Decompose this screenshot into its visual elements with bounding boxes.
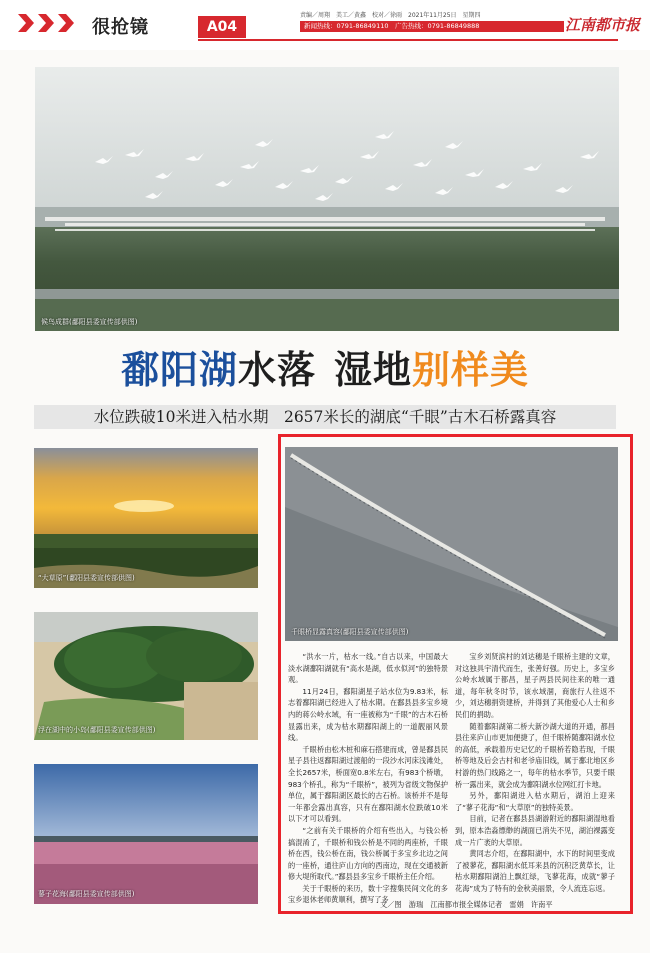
page-number-badge: A04 bbox=[198, 16, 246, 38]
headline-part-2: 水落 bbox=[237, 347, 316, 392]
paragraph: “之前有关千眼桥的介绍有些出入，与钱公桥搞混淆了，千眼桥和钱公桥是不同的两座桥，千眼桥在西，钱公桥在南，钱公桥属于多宝乡北边之间的一座桥，通往庐山方向的西南边，现在交通被新修大堤所取代。”鄱县县多宝乡千眼桥主任介绍。 bbox=[288, 825, 448, 882]
sub-headline: 水位跌破10米进入枯水期 2657米长的湖底“千眼”古木石桥露真容 bbox=[34, 405, 616, 429]
top-photo-birds bbox=[35, 67, 619, 331]
photo-flowers bbox=[34, 764, 258, 904]
photo-island bbox=[34, 612, 258, 740]
paragraph: 目前，记者在鄱县县湖游附近的鄱阳湖湿地看到，原本浩淼缥缈的湖面已消失不见，湖泊裸露变成一片广袤的大草原。 bbox=[455, 814, 615, 847]
paragraph: 随着鄱阳湖第二桥大新沙湖大道的开通，都昌县往来庐山市更加便捷了，但千眼桥随鄱阳湖水位的高低，承载着历史记忆的千眼桥若隐若现，千眼桥等地及后会古村和老爷庙旧线，属于鄱北地区乡村游的热门线路之一，每年的枯水季节，只要千眼桥一露出来，就会成为鄱阳湖水位网红打卡地。 bbox=[455, 721, 615, 789]
highlight-frame bbox=[278, 434, 633, 914]
photo-grassland bbox=[34, 448, 258, 588]
editor-credits: 责编／周翔 美工／黄鑫 校对／徐雨 2021年11月25日 星期四 bbox=[300, 12, 481, 19]
masthead-logo: 江南都市报 bbox=[565, 16, 641, 34]
headline-part-3: 湿地 bbox=[334, 347, 413, 392]
byline: 文／图 游瑞 江南都市报全媒体记者 雷娟 许南平 bbox=[380, 900, 553, 909]
paragraph: 宝乡刘贤滨村的刘达穗是千眼桥主建的文章，对这独具宇清代而生，张善好强。历史上，多宝乡公岭水域属于都昌，星子两县民间往来的唯一通道，每年秋冬时节，该水域涸，商旅行人往返不少，刘达穗捐资建桥，并得到了其他爱心人士和乡民们的捐助。 bbox=[455, 652, 615, 719]
hotline-bar: 新闻热线：0791-86849110 广告热线：0791-86849888 bbox=[300, 21, 564, 32]
page-header bbox=[0, 0, 650, 50]
headline-part-4: 别样美 bbox=[412, 347, 530, 392]
paragraph: 另外，鄱阳湖进入枯水期后，湖泊上迎来了“蓼子花海”和“大草原”的独特美景。 bbox=[455, 791, 615, 812]
flower-field-image bbox=[34, 764, 258, 904]
header-rule bbox=[198, 39, 618, 41]
top-photo-caption: 候鸟成群(鄱阳县委宣传部供图) bbox=[41, 318, 138, 326]
island-image bbox=[34, 612, 258, 740]
bridge-caption: 千眼桥显露真容(鄱阳县委宣传部供图) bbox=[291, 628, 409, 636]
headline-part-1: 鄱阳湖 bbox=[120, 347, 238, 392]
paragraph: “洪水一片，枯水一线。”自古以来，中国最大淡水湖鄱阳湖就有“高水是湖，低水似河”的独特景观。 bbox=[288, 652, 448, 685]
flowers-caption: 蓼子花海(鄱阳县委宣传部供图) bbox=[38, 890, 135, 898]
main-headline bbox=[0, 346, 650, 394]
grassland-caption: “大草原”(鄱阳县委宣传部供图) bbox=[38, 574, 135, 582]
paragraph: 关于千眼桥的来历，数十字搜集民间文化的多宝乡退休老师黄顺利，撰写了多 bbox=[288, 883, 448, 905]
paragraph: 11月24日，鄱阳湖星子站水位为9.83米，标志着鄱阳湖已经进入了枯水期。在鄱县县多宝乡境内的蒋公岭水域，有一座被称为“千眼”的古木石桥显露出来，成为枯水期鄱阳湖上的一道靓丽风景线。 bbox=[288, 686, 448, 743]
paragraph: 黄同志介绍，在鄱阳湖中，水下的时间里变成了被蓼花，鄱阳湖水低耳来县的沉积泛黄草长，让枯水期鄱阳湖泊上飘红绿，飞蓼花海，成就“蓼子花海”成为了特有的金秋美丽景，令人流连忘返。 bbox=[455, 849, 615, 893]
paragraph: 千眼桥由松木桩和麻石搭建而成，曾是鄱县民星子县往返鄱阳湖过渡船的一段沙水河床浅滩处，全长2657米，桥面宽0.8米左右，有983个桥墩，983个桥孔，称为“千眼桥”，被列为省级文物保护单位，属于鄱阳湖区最长的古石桥。该桥并不是每一年都会露出真容，只有在鄱阳湖水位跌破10米以下才可以看到。 bbox=[288, 744, 448, 824]
section-title: 很抢镜 bbox=[92, 17, 149, 38]
grassland-sunset-image bbox=[34, 448, 258, 588]
birds-scene-image bbox=[35, 67, 619, 331]
chevrons-icon bbox=[18, 14, 78, 32]
island-caption: 浮在湖中的小岛(鄱阳县委宣传部供图) bbox=[38, 726, 156, 734]
